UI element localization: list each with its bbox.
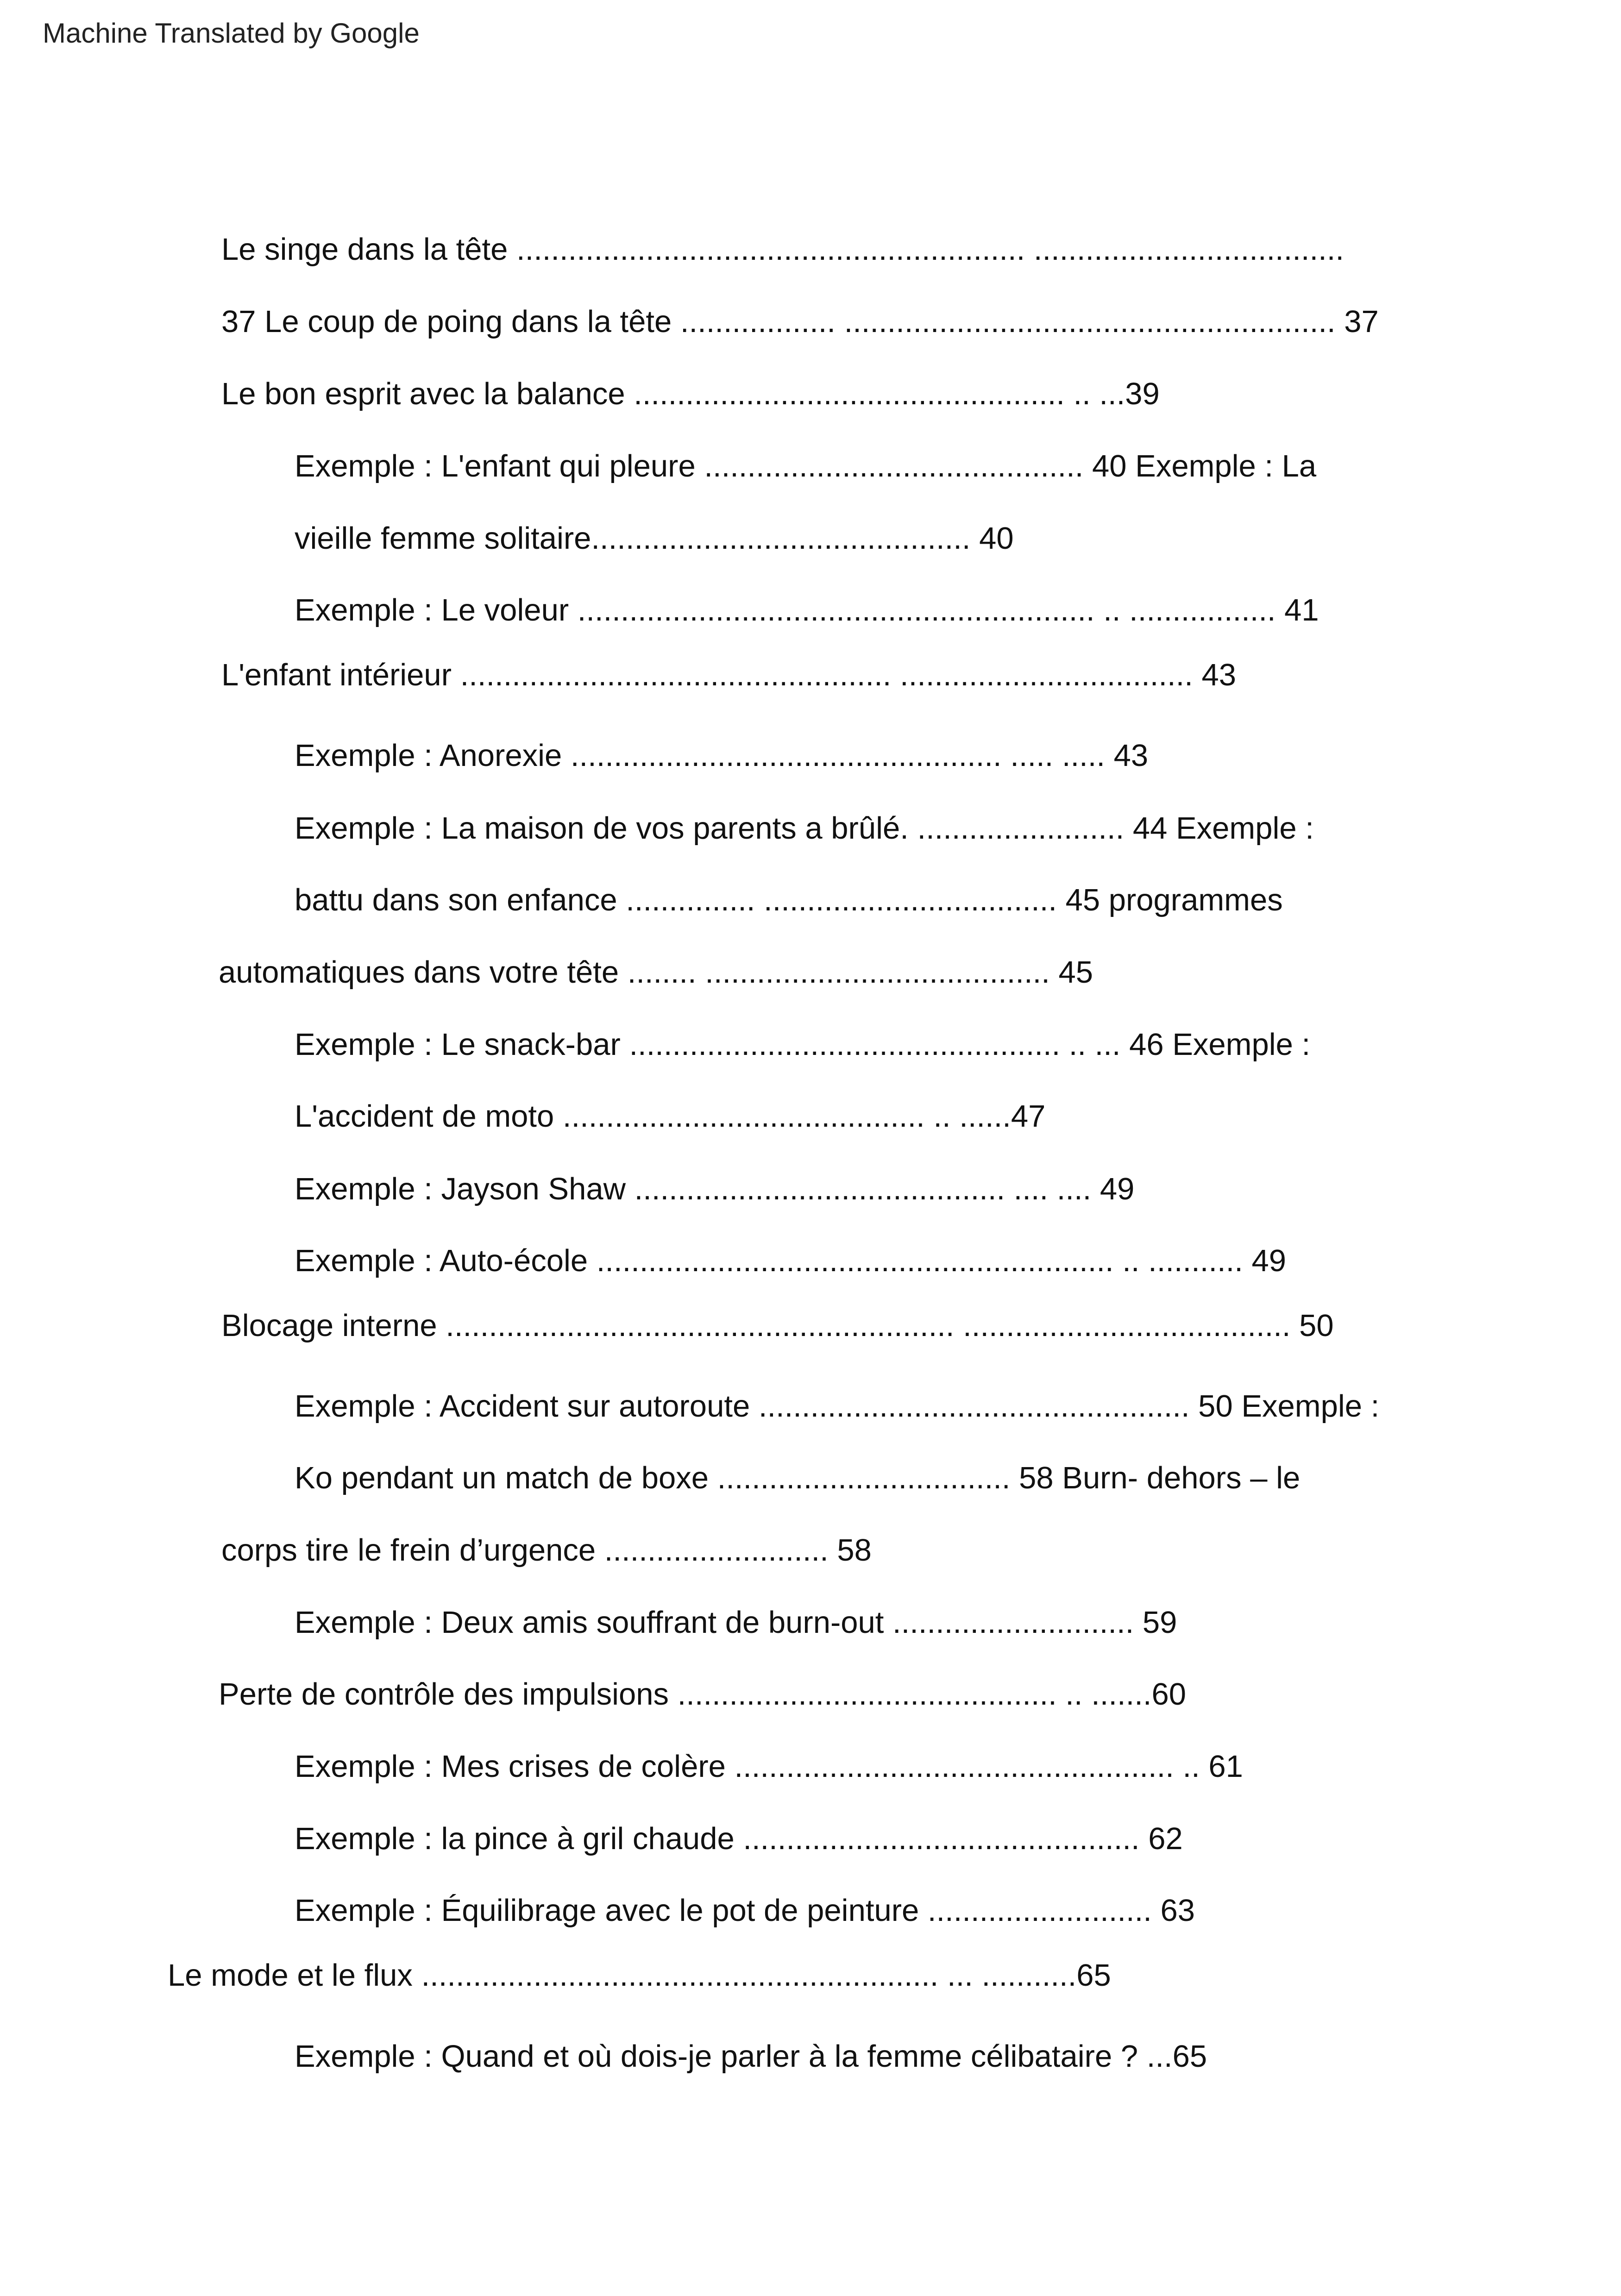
toc-entry: battu dans son enfance ............... .................................. 45 programmes [295,883,1283,917]
toc-entry: Exemple : Auto-école ............................................................ .. ........... 49 [295,1243,1286,1278]
toc-entry: Exemple : Le voleur ............................................................ .. ................. 41 [295,593,1319,627]
toc-entry: Le mode et le flux ............................................................ ... ...........65 [168,1958,1111,1993]
toc-entry: Le bon esprit avec la balance .................................................. .. ...39 [221,376,1160,411]
toc-entry: Exemple : Le snack-bar .................................................. .. ... 46 Exemple : [295,1027,1311,1062]
toc-entry: vieille femme solitaire............................................ 40 [295,521,1014,556]
toc-entry: L'enfant intérieur .................................................. .................................. 43 [221,658,1237,692]
toc-entry: Perte de contrôle des impulsions ............................................ .. .......60 [219,1677,1186,1712]
toc-entry: Exemple : Jayson Shaw ........................................... .... .... 49 [295,1172,1135,1206]
toc-entry: Exemple : Quand et où dois-je parler à la femme célibataire ? ...65 [295,2039,1207,2074]
toc-entry: Exemple : L'enfant qui pleure ............................................ 40 Exemple : La [295,449,1317,483]
toc-entry: automatiques dans votre tête ........ ........................................ 45 [219,955,1093,990]
toc-entry: Blocage interne ........................................................... ...................................... 50 [221,1308,1334,1343]
toc-entry: Exemple : Deux amis souffrant de burn-out ............................ 59 [295,1605,1177,1640]
toc-entry: corps tire le frein d’urgence .......................... 58 [221,1533,872,1568]
toc-entry: 37 Le coup de poing dans la tête .................. ......................................................... 37 [221,304,1379,339]
toc-entry: Exemple : Accident sur autoroute .................................................. 50 Exemple : [295,1389,1380,1424]
toc-entry: Ko pendant un match de boxe .................................. 58 Burn- dehors – le [295,1461,1301,1495]
toc-entry: Exemple : Anorexie .................................................. ..... ..... 43 [295,738,1149,773]
toc-entry: Exemple : Mes crises de colère ................................................... .. 61 [295,1749,1243,1784]
toc-entry: Le singe dans la tête ........................................................... .................................... [221,232,1344,267]
machine-translation-note: Machine Translated by Google [43,18,420,49]
toc-entry: Exemple : La maison de vos parents a brûlé. ........................ 44 Exemple : [295,811,1314,846]
toc-entry: L'accident de moto .......................................... .. ......47 [295,1099,1046,1134]
toc-entry: Exemple : Équilibrage avec le pot de peinture .......................... 63 [295,1893,1195,1928]
toc-entry: Exemple : la pince à gril chaude .............................................. 62 [295,1821,1183,1856]
